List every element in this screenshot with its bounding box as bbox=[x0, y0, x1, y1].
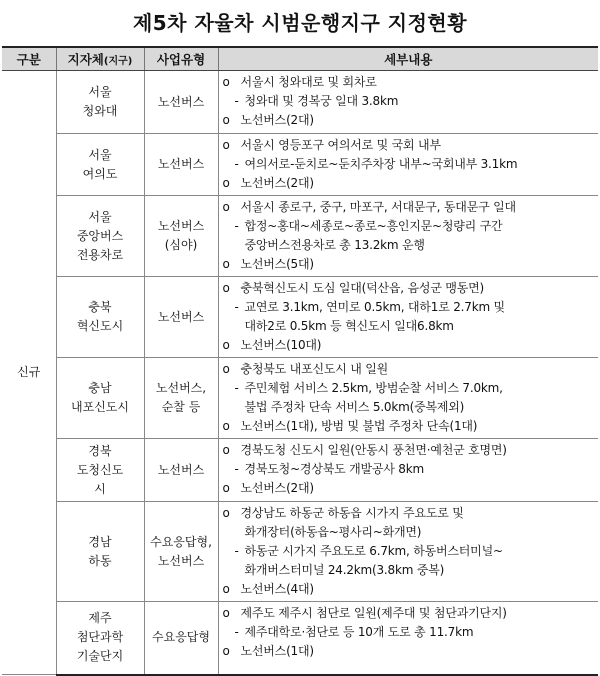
category-label: 신규 bbox=[17, 365, 41, 379]
detail-bullet-item bbox=[223, 642, 599, 661]
detail-text: 노선버스(1대) bbox=[240, 644, 314, 658]
detail-text: 노선버스(5대) bbox=[240, 257, 314, 271]
detail-bullet-item bbox=[223, 441, 599, 460]
business-type-line: 노선버스 bbox=[157, 309, 205, 324]
detail-bullet-item bbox=[223, 504, 599, 523]
detail-text: 충청북도 내포신도시 내 일원 bbox=[240, 362, 389, 376]
business-type-line: 노선버스 bbox=[157, 553, 205, 568]
municipality-cell bbox=[56, 71, 144, 134]
municipality-cell bbox=[56, 358, 144, 439]
business-type-cell bbox=[144, 71, 218, 134]
municipality-line: 전용차로 bbox=[76, 247, 124, 262]
detail-continuation bbox=[223, 523, 599, 542]
dash-bullet-icon: - bbox=[234, 381, 239, 395]
municipality-line: 도청신도 bbox=[76, 462, 124, 477]
municipality-cell bbox=[56, 602, 144, 675]
business-type-line: 노선버스 bbox=[157, 219, 205, 233]
dash-bullet-icon: - bbox=[234, 157, 239, 171]
municipality-line: 중앙버스 bbox=[76, 228, 124, 243]
circle-bullet-icon: o bbox=[222, 506, 230, 520]
detail-bullet-item bbox=[223, 336, 599, 355]
business-type-cell bbox=[144, 134, 218, 196]
detail-text: 노선버스(2대) bbox=[240, 113, 314, 127]
municipality-line: 서울 bbox=[88, 85, 112, 99]
detail-text: 불법 주정차 단속 서비스 5.0km(중복제외) bbox=[244, 400, 465, 414]
circle-bullet-icon: o bbox=[222, 582, 230, 596]
municipality-cell bbox=[56, 196, 144, 277]
table-row bbox=[2, 358, 598, 439]
details-cell bbox=[218, 502, 598, 602]
detail-continuation bbox=[223, 398, 599, 417]
detail-text: 서울시 청와대로 및 회차로 bbox=[240, 75, 377, 89]
municipality-line: 청와대 bbox=[82, 104, 118, 118]
detail-dash-item bbox=[223, 379, 599, 398]
header-category: 구분 bbox=[2, 47, 56, 71]
detail-text: 제주도 제주시 첨단로 일원(제주대 및 첨단과기단지) bbox=[240, 606, 507, 620]
detail-text: 노선버스(10대) bbox=[240, 338, 322, 352]
detail-text: 주민체험 서비스 2.5km, 방범순찰 서비스 7.0km, bbox=[244, 381, 503, 395]
table-row bbox=[2, 134, 598, 196]
table-row bbox=[2, 277, 598, 358]
municipality-line: 내포신도시 bbox=[71, 400, 129, 414]
circle-bullet-icon: o bbox=[222, 113, 230, 127]
dash-bullet-icon: - bbox=[234, 544, 239, 558]
detail-bullet-item bbox=[223, 198, 599, 217]
dash-bullet-icon: - bbox=[234, 94, 239, 108]
municipality-line: 경북 bbox=[88, 443, 112, 458]
business-type-cell bbox=[144, 358, 218, 439]
detail-bullet-item bbox=[223, 73, 599, 92]
table-row bbox=[2, 602, 598, 675]
table-row bbox=[2, 71, 598, 134]
detail-text: 교연로 3.1km, 연미로 0.5km, 대하1로 2.7km 및 bbox=[244, 300, 505, 314]
detail-continuation bbox=[223, 561, 599, 580]
detail-text: 경북도청~경상북도 개발공사 8km bbox=[244, 462, 424, 476]
detail-bullet-item bbox=[223, 279, 599, 298]
detail-text: 제주대학로·첨단로 등 10개 도로 총 11.7km bbox=[244, 625, 474, 639]
detail-bullet-item bbox=[223, 136, 599, 155]
business-type-cell bbox=[144, 602, 218, 675]
detail-text: 경북도청 신도시 일원(안동시 풍천면·예천군 호명면) bbox=[240, 443, 507, 457]
table-header-row bbox=[2, 47, 598, 71]
business-type-line: 노선버스 bbox=[157, 462, 205, 477]
circle-bullet-icon: o bbox=[222, 138, 230, 152]
dash-bullet-icon: - bbox=[234, 462, 239, 476]
detail-bullet-item bbox=[223, 360, 599, 379]
municipality-cell bbox=[56, 439, 144, 502]
business-type-line: 노선버스, bbox=[155, 381, 207, 395]
details-cell bbox=[218, 196, 598, 277]
business-type-line: 수요응답형 bbox=[152, 630, 210, 645]
detail-text: 청와대 및 경복궁 일대 3.8km bbox=[244, 94, 399, 108]
business-type-line: 노선버스 bbox=[157, 157, 205, 171]
detail-text: 대하2로 0.5km 등 혁신도시 일대6.8km bbox=[244, 319, 454, 333]
detail-text: 화개장터(하동읍~평사리~화개면) bbox=[244, 525, 422, 539]
detail-bullet-item bbox=[223, 417, 599, 436]
detail-dash-item bbox=[223, 155, 599, 174]
dash-bullet-icon: - bbox=[234, 625, 239, 639]
table-row bbox=[2, 196, 598, 277]
detail-text: 노선버스(4대) bbox=[240, 582, 314, 596]
municipality-line: 경남 bbox=[88, 534, 112, 549]
municipality-line: 서울 bbox=[88, 147, 112, 162]
municipality-line: 제주 bbox=[88, 611, 112, 626]
detail-dash-item bbox=[223, 217, 599, 236]
page-title: 제5차 자율차 시범운행지구 지정현황 bbox=[132, 11, 468, 35]
circle-bullet-icon: o bbox=[222, 481, 230, 495]
business-type-cell bbox=[144, 277, 218, 358]
header-details: 세부내용 bbox=[218, 47, 598, 71]
municipality-line: 혁신도시 bbox=[76, 319, 124, 333]
municipality-line: 시 bbox=[94, 481, 106, 496]
circle-bullet-icon: o bbox=[222, 200, 230, 214]
details-cell bbox=[218, 134, 598, 196]
detail-dash-item bbox=[223, 460, 599, 479]
business-type-line: 노선버스 bbox=[157, 94, 205, 109]
detail-bullet-item bbox=[223, 174, 599, 193]
circle-bullet-icon: o bbox=[222, 362, 230, 376]
circle-bullet-icon: o bbox=[222, 606, 230, 620]
detail-text: 노선버스(2대) bbox=[240, 176, 314, 190]
detail-text: 화개버스터미널 24.2km(3.8km 중복) bbox=[244, 563, 445, 577]
business-type-line: 수요응답형, bbox=[150, 534, 212, 549]
detail-continuation bbox=[223, 317, 599, 336]
municipality-line: 충북 bbox=[88, 300, 112, 314]
municipality-line: 기술단지 bbox=[76, 649, 124, 664]
detail-text: 서울시 영등포구 여의서로 및 국회 내부 bbox=[240, 138, 441, 152]
circle-bullet-icon: o bbox=[222, 257, 230, 271]
details-cell bbox=[218, 71, 598, 134]
municipality-line: 여의도 bbox=[82, 166, 118, 181]
table-row bbox=[2, 502, 598, 602]
details-cell bbox=[218, 277, 598, 358]
circle-bullet-icon: o bbox=[222, 443, 230, 457]
details-cell bbox=[218, 358, 598, 439]
details-cell bbox=[218, 602, 598, 675]
circle-bullet-icon: o bbox=[222, 338, 230, 352]
circle-bullet-icon: o bbox=[222, 644, 230, 658]
details-cell bbox=[218, 439, 598, 502]
detail-text: 노선버스(1대), 방범 및 불법 주정차 단속(1대) bbox=[240, 419, 478, 433]
municipality-cell bbox=[56, 502, 144, 602]
detail-dash-item bbox=[223, 542, 599, 561]
detail-bullet-item bbox=[223, 111, 599, 130]
business-type-cell bbox=[144, 502, 218, 602]
header-municipality: 지자체(지구) bbox=[56, 47, 144, 71]
detail-text: 노선버스(2대) bbox=[240, 481, 314, 495]
detail-text: 하동군 시가지 주요도로 6.7km, 하동버스터미널~ bbox=[244, 544, 503, 558]
circle-bullet-icon: o bbox=[222, 176, 230, 190]
municipality-cell bbox=[56, 277, 144, 358]
detail-dash-item bbox=[223, 623, 599, 642]
detail-text: 충북혁신도시 도심 일대(덕산읍, 음성군 맹동면) bbox=[240, 281, 484, 295]
detail-bullet-item bbox=[223, 255, 599, 274]
business-type-cell bbox=[144, 196, 218, 277]
dash-bullet-icon: - bbox=[234, 300, 239, 314]
municipality-line: 첨단과학 bbox=[76, 630, 124, 645]
detail-bullet-item bbox=[223, 580, 599, 599]
header-business-type: 사업유형 bbox=[144, 47, 218, 71]
detail-dash-item bbox=[223, 298, 599, 317]
municipality-line: 서울 bbox=[88, 209, 112, 224]
detail-text: 중앙버스전용차로 총 13.2km 운행 bbox=[244, 238, 425, 252]
detail-continuation bbox=[223, 236, 599, 255]
detail-dash-item bbox=[223, 92, 599, 111]
designation-table bbox=[2, 46, 598, 676]
detail-bullet-item bbox=[223, 604, 599, 623]
table-body bbox=[2, 71, 598, 675]
business-type-cell bbox=[144, 439, 218, 502]
detail-text: 여의서로-둔치로~둔치주차장 내부~국회내부 3.1km bbox=[244, 157, 518, 171]
business-type-line: 순찰 등 bbox=[161, 400, 201, 414]
table-row bbox=[2, 439, 598, 502]
municipality-line: 하동 bbox=[88, 553, 112, 568]
municipality-line: 충남 bbox=[88, 381, 112, 395]
circle-bullet-icon: o bbox=[222, 419, 230, 433]
dash-bullet-icon: - bbox=[234, 219, 239, 233]
detail-text: 합정~홍대~세종로~종로~흥인지문~청량리 구간 bbox=[244, 219, 503, 233]
circle-bullet-icon: o bbox=[222, 281, 230, 295]
municipality-cell bbox=[56, 134, 144, 196]
detail-text: 경상남도 하동군 하동읍 시가지 주요도로 및 bbox=[240, 506, 464, 520]
category-cell bbox=[2, 71, 56, 675]
detail-bullet-item bbox=[223, 479, 599, 498]
business-type-line: (심야) bbox=[164, 238, 198, 252]
detail-text: 서울시 종로구, 중구, 마포구, 서대문구, 동대문구 일대 bbox=[240, 200, 516, 214]
circle-bullet-icon: o bbox=[222, 75, 230, 89]
